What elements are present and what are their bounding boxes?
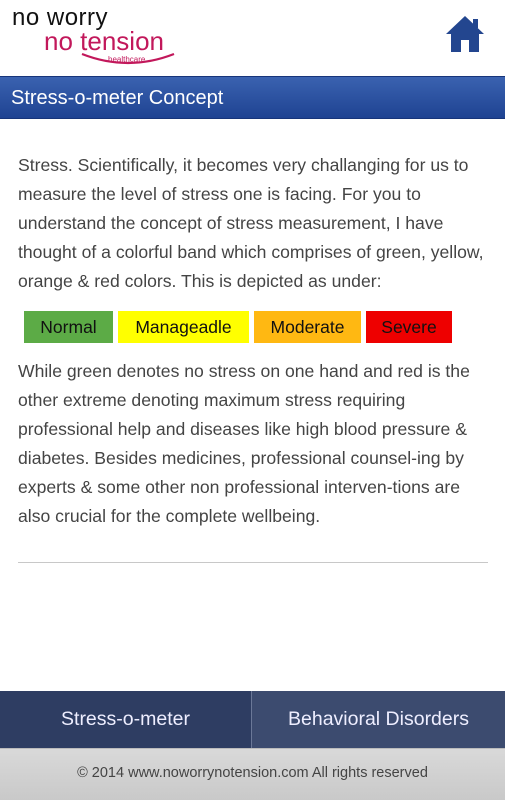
intro-paragraph: Stress. Scientifically, it becomes very challanging for us to measure the level of stress one is facing. For you to understand the concept of stress measurement, I have thought of a colorful band which comprises of green, yellow, orange & red colors. This is depicted as under: (18, 155, 484, 291)
band-normal: Normal (24, 311, 113, 343)
tab-stress-o-meter[interactable]: Stress-o-meter (0, 691, 252, 748)
app-header (0, 0, 505, 76)
brand-logo[interactable] (12, 4, 182, 70)
content-divider (18, 562, 488, 563)
bottom-tab-bar (0, 691, 505, 748)
home-button[interactable] (444, 14, 486, 54)
logo-text-line1: no worry (12, 4, 109, 31)
logo-text-line2: no tension (44, 26, 164, 56)
main-content (18, 151, 488, 531)
band-moderate: Moderate (254, 311, 361, 343)
stress-band (24, 311, 488, 343)
home-icon (444, 14, 486, 54)
band-manageable: Manageadle (118, 311, 249, 343)
band-severe: Severe (366, 311, 452, 343)
description-paragraph: While green denotes no stress on one hand and red is the other extreme denoting maximum stress requiring professional help and diseases like high blood pressure & diabetes. Besides medicines, professional counsel-ing by experts & some other non professional interven-tions are also crucial for the complete wellbeing. (18, 361, 470, 526)
footer (0, 748, 505, 800)
logo-text-line3: healthcare (108, 55, 146, 64)
tab-behavioral-disorders[interactable]: Behavioral Disorders (252, 691, 505, 748)
page-title: Stress-o-meter Concept (11, 87, 224, 109)
footer-copyright: © 2014 www.noworrynotension.com All rights reserved (77, 765, 428, 781)
page-title-bar (0, 76, 505, 119)
